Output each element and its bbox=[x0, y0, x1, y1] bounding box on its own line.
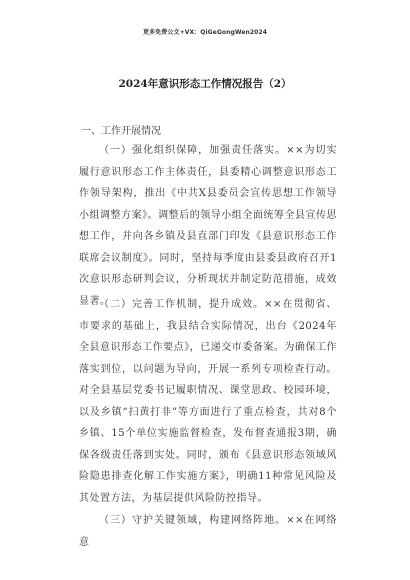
paragraph-1: （一）强化组织保障，加强责任落实。××为切实履行意识形态工作主体责任，县委精心调整意识形态工作领导架构，推出《中共X县委员会宣传思想工作领导小组调整方案》。调整后的领导小组全面统筹全县宣传思想工作，并向各乡镇及县直部门印发《县意识形态工作联席会议制度》。同时，坚持每季度由县委县政府召开1次意识形态研判会议，分析现状并制定防范措施，成效显著。 bbox=[79, 145, 337, 307]
paragraph-3: （三）守护关键领域，构建网络阵地。××在网络意 bbox=[79, 515, 337, 548]
document-title: 2024年意识形态工作情况报告（2） bbox=[118, 78, 292, 90]
section-heading: 一、工作开展情况 bbox=[81, 126, 161, 137]
header-note: 更多免费公文+VX：QiGeGongWen2024 bbox=[142, 29, 267, 36]
paragraph-2: （二）完善工作机制，提升成效。××在贯彻省、市要求的基础上，我县结合实际情况，出台《2024年全县意识形态工作要点》，已递交市委备案。为确保工作落实到位，以问题为导向，开展一系列专项检查行动。对全县基层党委书记履职情况、课堂思政、校园环境，以及乡镇“扫黄打非”等方面进行了重点检查，共对8个乡镇、15个单位实施监督检查，发布督查通报3期，确保各级责任落到实处。同时，颁布《县意识形态领域风险隐患排查化解工作实施方案》，明确11种常见风险及其处置方法，为基层提供风险防控指导。 bbox=[79, 299, 337, 504]
